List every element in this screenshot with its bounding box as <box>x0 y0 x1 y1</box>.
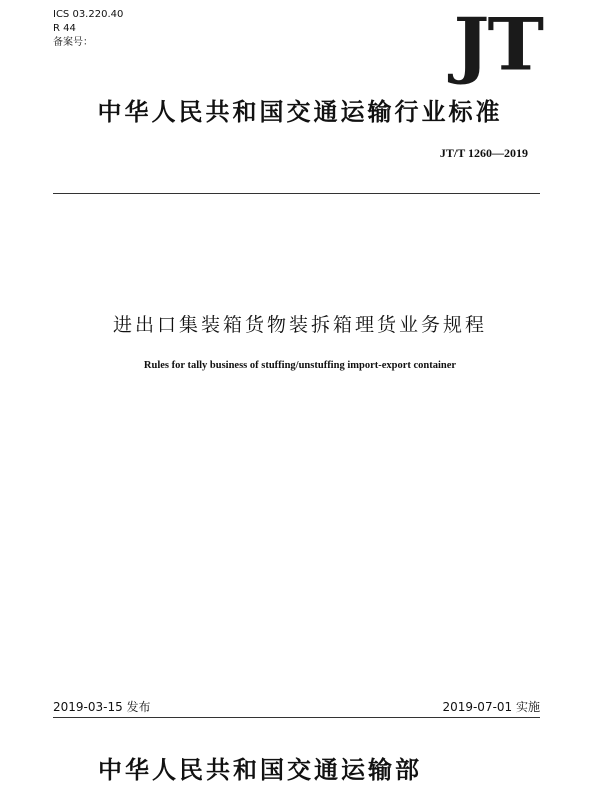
divider-top <box>53 193 540 194</box>
document-title-english: Rules for tally business of stuffing/unstuffing import-export container <box>143 360 457 371</box>
standard-code: JT/T 1260—2019 <box>439 146 528 160</box>
standard-category-title: 中华人民共和国交通运输行业标准 <box>97 97 503 126</box>
publisher-name: 中华人民共和国交通运输部 <box>98 755 422 784</box>
implementation-date: 2019-07-01 实施 <box>442 700 540 714</box>
divider-bottom <box>53 717 540 718</box>
ics-code: ICS 03.220.40 <box>53 9 124 20</box>
jt-logo: JT <box>453 2 542 87</box>
classification-code: R 44 <box>53 23 76 34</box>
record-number-label: 备案号： <box>53 37 93 48</box>
issue-date: 2019-03-15 发布 <box>53 700 151 714</box>
document-title-chinese: 进出口集装箱货物装拆箱理货业务规程 <box>112 314 487 336</box>
